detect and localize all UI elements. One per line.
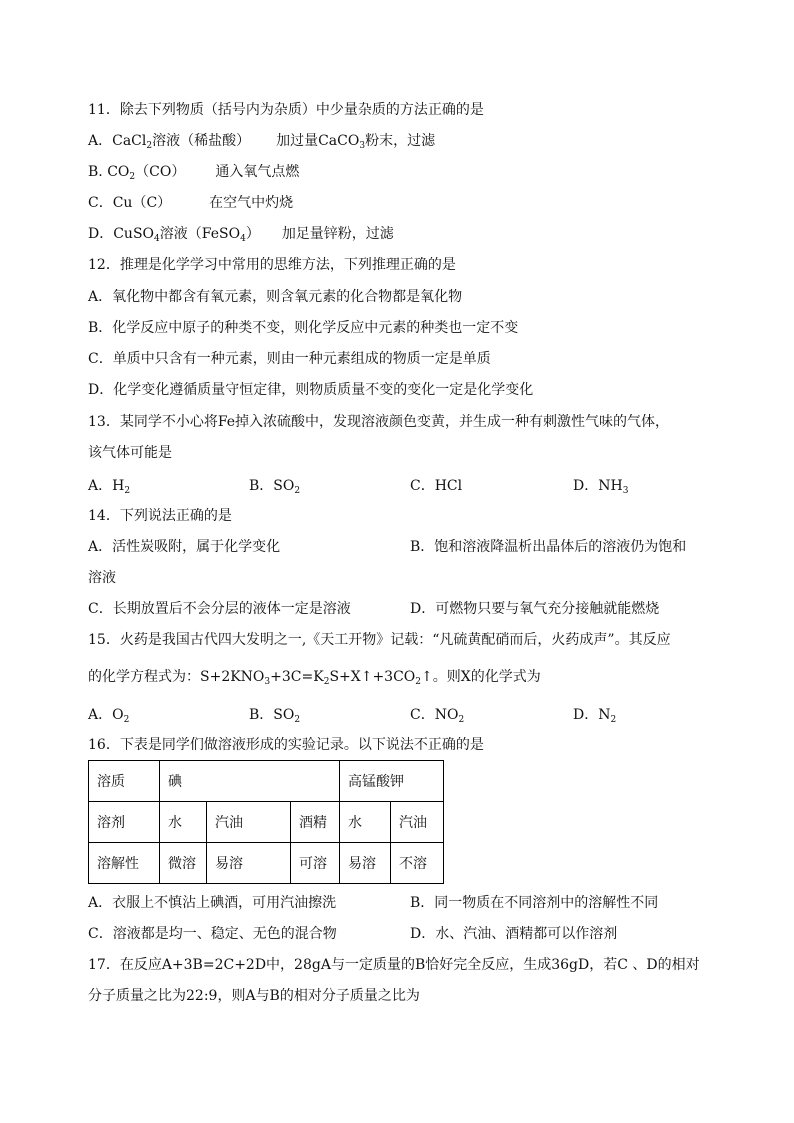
q16-option-c: C．溶液都是均一、稳定、无色的混合物 [88,926,337,942]
q11-d-text2: 溶液（FeSO [159,226,241,242]
table-cell: 易溶 [340,843,391,884]
table-cell: 碘 [160,761,340,802]
q11-d-text1: D．CuSO [88,226,155,242]
table-cell: 易溶 [207,843,291,884]
q11-d-text4: 加足量锌粉，过滤 [281,226,394,242]
q14-option-b-cont: 溶液 [88,570,116,586]
q12-option-b: B．化学反应中原子的种类不变，则化学反应中元素的种类也一定不变 [88,320,519,336]
q14-option-d: D．可燃物只要与氧气充分接触就能燃烧 [410,601,660,617]
table-cell: 汽油 [207,802,291,843]
table-cell: 不溶 [391,843,444,884]
table-cell: 酒精 [291,802,340,843]
table-cell: 溶解性 [89,843,160,884]
table-cell: 水 [160,802,207,843]
q11-d-sub2: 4 [240,234,246,244]
table-cell: 溶剂 [89,802,160,843]
table-cell: 水 [340,802,391,843]
q13-option-d: D．$NH_3$ [573,478,629,496]
q13-stem-line1: 13．某同学不小心将Fe掉入浓硫酸中，发现溶液颜色变黄，并生成一种有刺激性气味的气体， [88,414,670,430]
q11-d-text3: ） [245,226,260,242]
q11-option-a [88,131,435,151]
table-cell: 高锰酸钾 [340,761,444,802]
q15-option-b: B．$SO_2$ [249,707,301,725]
q11-c-text2: 在空气中灼烧 [209,195,294,211]
q11-option-c [88,193,293,213]
q12-option-d: D．化学变化遵循质量守恒定律，则物质质量不变的变化一定是化学变化 [88,382,534,398]
q16-stem: 16．下表是同学们做溶液形成的实验记录。以下说法不正确的是 [88,737,484,753]
q11-option-d [88,224,394,244]
table-cell: 微溶 [160,843,207,884]
q11-stem: 11．除去下列物质（括号内为杂质）中少量杂质的方法正确的是 [88,102,484,118]
table-cell: 汽油 [391,802,444,843]
q14-stem: 14．下列说法正确的是 [88,508,232,524]
q11-option-b [88,162,299,182]
q15-equation-line: 的化学方程式为：$S+2KNO_3+3C=K_2S+X↑+3CO_2↑$。则X的化学式为 [88,669,541,687]
q11-a-sub2: 3 [359,141,366,151]
q11-a-text3: 加过量CaCO [276,133,360,149]
q11-b-sub: 2 [129,172,136,182]
q15-stem-line1: 15．火药是我国古代四大发明之一,《天工开物》记载：“凡硫黄配硝而后，火药成声”。其反应 [88,632,671,648]
q11-a-text4: 粉末，过滤 [365,133,436,149]
q13-option-b: B．$SO_2$ [249,478,301,496]
q15-option-d: D．$N_2$ [573,707,617,725]
q12-option-c: C．单质中只含有一种元素，则由一种元素组成的物质一定是单质 [88,351,491,367]
q17-stem-line1: 17．在反应A+3B=2C+2D中，28gA与一定质量的B恰好完全反应，生成36gD，若C 、D的相对 [88,957,700,973]
q11-d-sub: 4 [154,234,160,244]
q11-b-text2: （CO） [135,164,186,180]
q16-option-d: D．水、汽油、酒精都可以作溶剂 [410,926,618,942]
table-cell: 可溶 [291,843,340,884]
q17-stem-line2: 分子质量之比为22:9，则A与B的相对分子质量之比为 [88,988,420,1004]
q14-option-c: C．长期放置后不会分层的液体一定是溶液 [88,601,351,617]
q13-option-a: A．$H_2$ [88,478,131,496]
q11-a-text1: A．CaCl [88,133,147,149]
q11-a-sub: 2 [146,141,153,151]
q15-option-a: A．$O_2$ [88,707,130,725]
q11-c-text1: C．Cu（C） [88,195,172,211]
table-row [89,761,444,802]
q14-option-b: B．饱和溶液降温析出晶体后的溶液仍为饱和 [410,539,687,555]
table-row [89,802,444,843]
q11-a-text2: 溶液（稀盐酸） [152,133,251,149]
q12-stem: 12．推理是化学学习中常用的思维方法，下列推理正确的是 [88,257,456,273]
q13-stem-line2: 该气体可能是 [88,445,172,461]
solubility-table [88,760,444,884]
q16-option-a: A．衣服上不慎沾上碘酒，可用汽油擦洗 [88,895,337,911]
q14-option-a: A．活性炭吸附，属于化学变化 [88,539,281,555]
q11-b-text3: 通入氧气点燃 [215,164,300,180]
q13-option-c: C．HCl [410,478,463,494]
q12-option-a: A．氧化物中都含有氧元素，则含氧元素的化合物都是氧化物 [88,289,463,305]
table-cell: 溶质 [89,761,160,802]
q16-option-b: B．同一物质在不同溶剂中的溶解性不同 [410,895,659,911]
table-row [89,843,444,884]
q15-option-c: C．$NO_2$ [410,707,465,725]
q11-b-text1: B. CO [88,164,130,180]
